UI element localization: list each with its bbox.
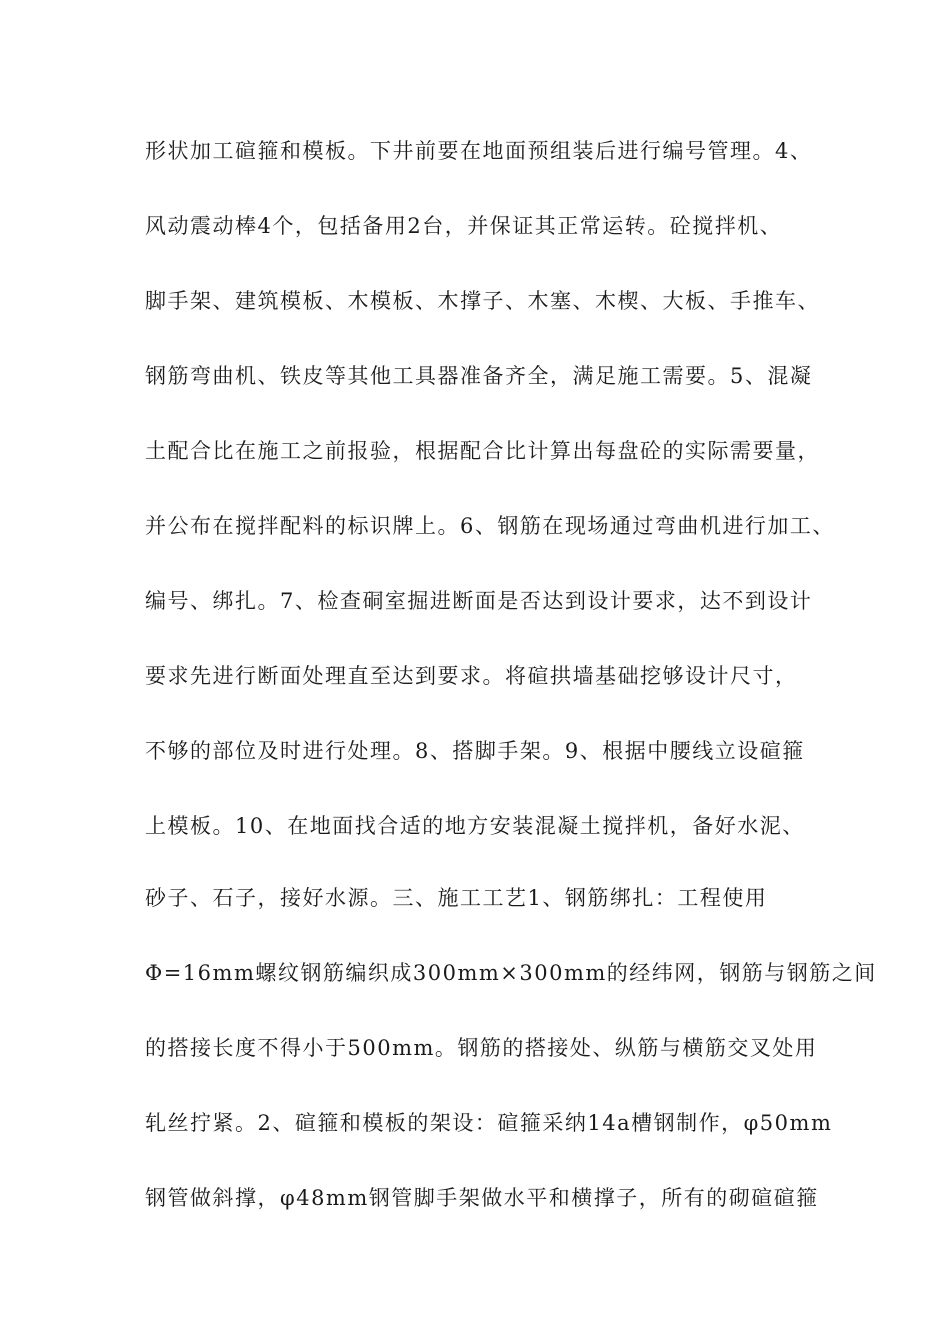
text-line: 上模板。10、在地面找合适的地方安装混凝土搅拌机，备好水泥、	[145, 814, 805, 838]
text-line: 钢筋弯曲机、铁皮等其他工具器准备齐全，满足施工需要。5、混凝	[145, 364, 813, 388]
text-line: 钢管做斜撑，φ48mm钢管脚手架做水平和横撑子，所有的砌碹碹箍	[145, 1186, 819, 1210]
text-line: 编号、绑扎。7、检查硐室掘进断面是否达到设计要求，达不到设计	[145, 589, 813, 613]
text-line: 轧丝拧紧。2、碹箍和模板的架设：碹箍采纳14a槽钢制作，φ50mm	[145, 1111, 833, 1135]
text-line: 不够的部位及时进行处理。8、搭脚手架。9、根据中腰线立设碹箍	[145, 739, 805, 763]
text-line: 脚手架、建筑模板、木模板、木撑子、木塞、木楔、大板、手推车、	[145, 289, 820, 313]
text-line: 土配合比在施工之前报验，根据配合比计算出每盘砼的实际需要量，	[145, 439, 820, 463]
text-line: Φ=16mm螺纹钢筋编织成300mm×300mm的经纬网，钢筋与钢筋之间	[145, 961, 877, 985]
text-line: 风动震动棒4个，包括备用2台，并保证其正常运转。砼搅拌机、	[145, 214, 783, 238]
text-line: 并公布在搅拌配料的标识牌上。6、钢筋在现场通过弯曲机进行加工、	[145, 514, 835, 538]
text-line: 形状加工碹箍和模板。下井前要在地面预组装后进行编号管理。4、	[145, 139, 813, 163]
text-line: 砂子、石子，接好水源。三、施工工艺1、钢筋绑扎：工程使用	[145, 886, 768, 910]
text-line: 要求先进行断面处理直至达到要求。将碹拱墙基础挖够设计尺寸，	[145, 664, 798, 688]
text-line: 的搭接长度不得小于500mm。钢筋的搭接处、纵筋与横筋交叉处用	[145, 1036, 818, 1060]
